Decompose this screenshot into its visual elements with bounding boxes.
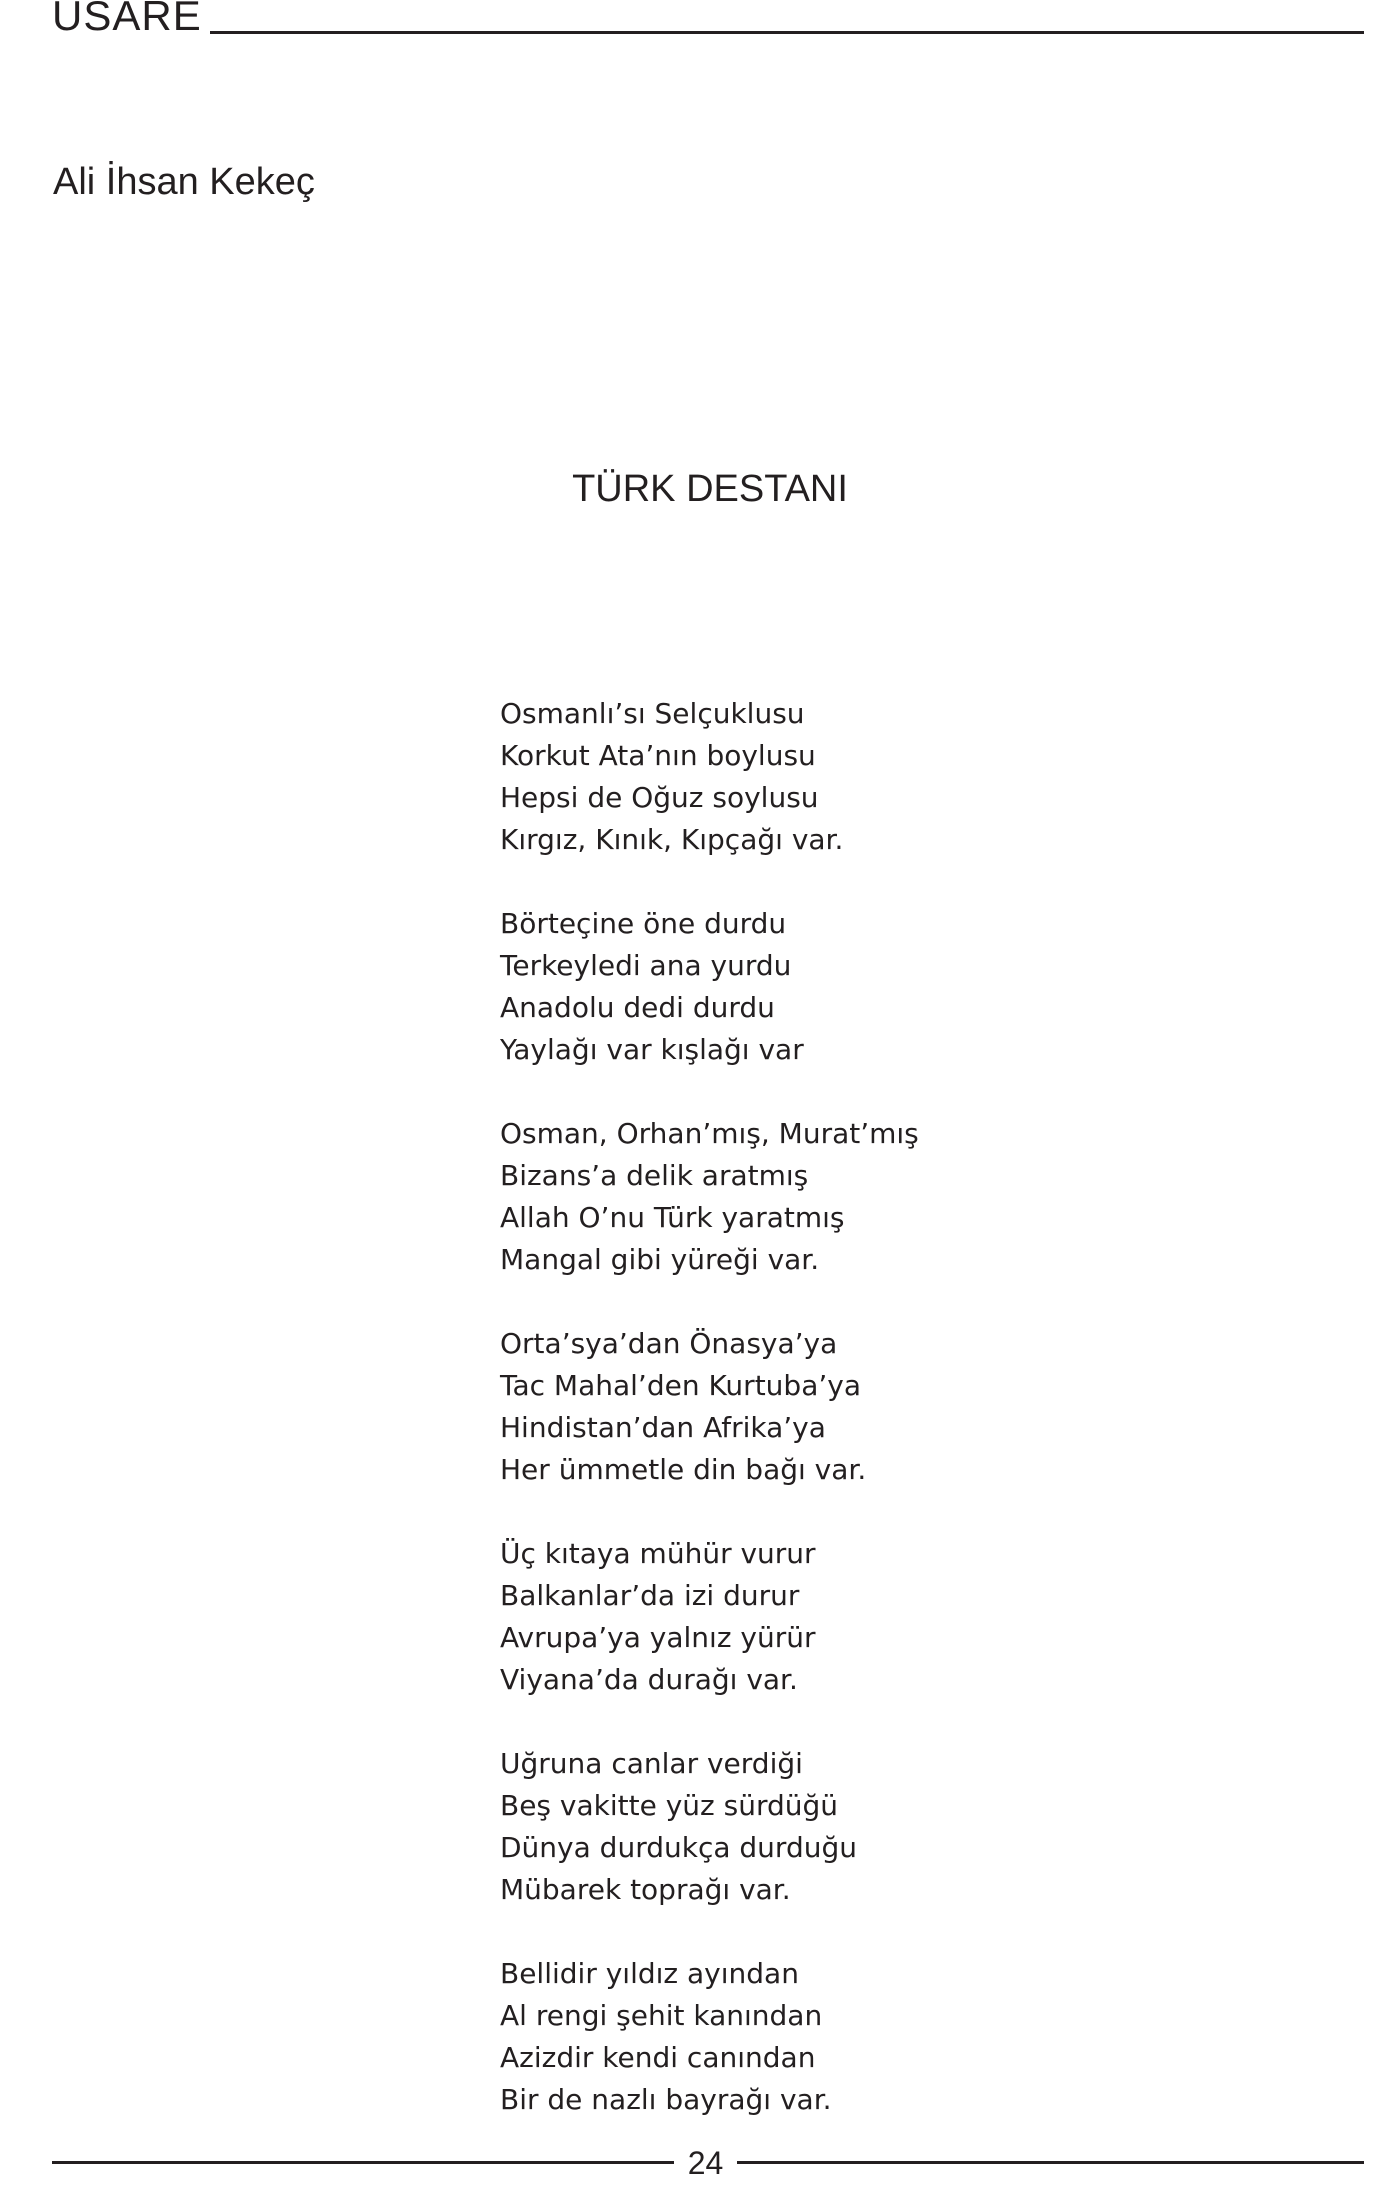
page-header <box>52 0 1364 40</box>
poem-line: Her ümmetle din bağı var. <box>500 1453 867 1486</box>
poem-line: Hepsi de Oğuz soylusu <box>500 781 819 814</box>
poem-line: Viyana’da durağı var. <box>500 1663 798 1696</box>
poem-line: Hindistan’dan Afrika’ya <box>500 1411 826 1444</box>
stanza <box>500 1113 1120 1281</box>
poem-line: Mübarek toprağı var. <box>500 1873 791 1906</box>
stanza <box>500 1953 1120 2121</box>
poem-line: Bir de nazlı bayrağı var. <box>500 2083 832 2116</box>
poem-line: Azizdir kendi canından <box>500 2041 816 2074</box>
poem-line: Bizans’a delik aratmış <box>500 1159 809 1192</box>
page-number: 24 <box>687 2145 724 2181</box>
stanza <box>500 693 1120 861</box>
poem-line: Balkanlar’da izi durur <box>500 1579 800 1612</box>
stanza <box>500 903 1120 1071</box>
poem-line: Mangal gibi yüreği var. <box>500 1243 820 1276</box>
poem-line: Allah O’nu Türk yaratmış <box>500 1201 845 1234</box>
poem-line: Osman, Orhan’mış, Murat’mış <box>500 1117 919 1150</box>
poem-line: Avrupa’ya yalnız yürür <box>500 1621 816 1654</box>
footer-rule-right <box>737 2161 1364 2164</box>
stanza <box>500 1323 1120 1491</box>
poem-line: Üç kıtaya mühür vurur <box>500 1537 816 1570</box>
stanza <box>500 1533 1120 1701</box>
poem-line: Korkut Ata’nın boylusu <box>500 739 816 772</box>
poem-title: TÜRK DESTANI <box>572 468 848 510</box>
poem-line: Kırgız, Kınık, Kıpçağı var. <box>500 823 844 856</box>
poem-line: Tac Mahal’den Kurtuba’ya <box>500 1369 861 1402</box>
poem-line: Anadolu dedi durdu <box>500 991 775 1024</box>
author-name: Ali İhsan Kekeç <box>53 161 315 203</box>
magazine-name: USARE <box>52 0 202 39</box>
header-rule <box>210 31 1364 34</box>
poem-line: Orta’sya’dan Önasya’ya <box>500 1327 838 1360</box>
poem-line: Börteçine öne durdu <box>500 907 787 940</box>
poem-line: Beş vakitte yüz sürdüğü <box>500 1789 839 1822</box>
poem-line: Dünya durdukça durduğu <box>500 1831 857 1864</box>
poem-line: Terkeyledi ana yurdu <box>500 949 792 982</box>
poem-body <box>500 693 1120 2163</box>
poem-line: Osmanlı’sı Selçuklusu <box>500 697 805 730</box>
poem-line: Yaylağı var kışlağı var <box>500 1033 804 1066</box>
poem-line: Al rengi şehit kanından <box>500 1999 823 2032</box>
page-footer <box>52 2144 1364 2184</box>
poem-line: Uğruna canlar verdiği <box>500 1747 803 1780</box>
poem-line: Bellidir yıldız ayından <box>500 1957 799 1990</box>
footer-rule-left <box>52 2161 674 2164</box>
stanza <box>500 1743 1120 1911</box>
